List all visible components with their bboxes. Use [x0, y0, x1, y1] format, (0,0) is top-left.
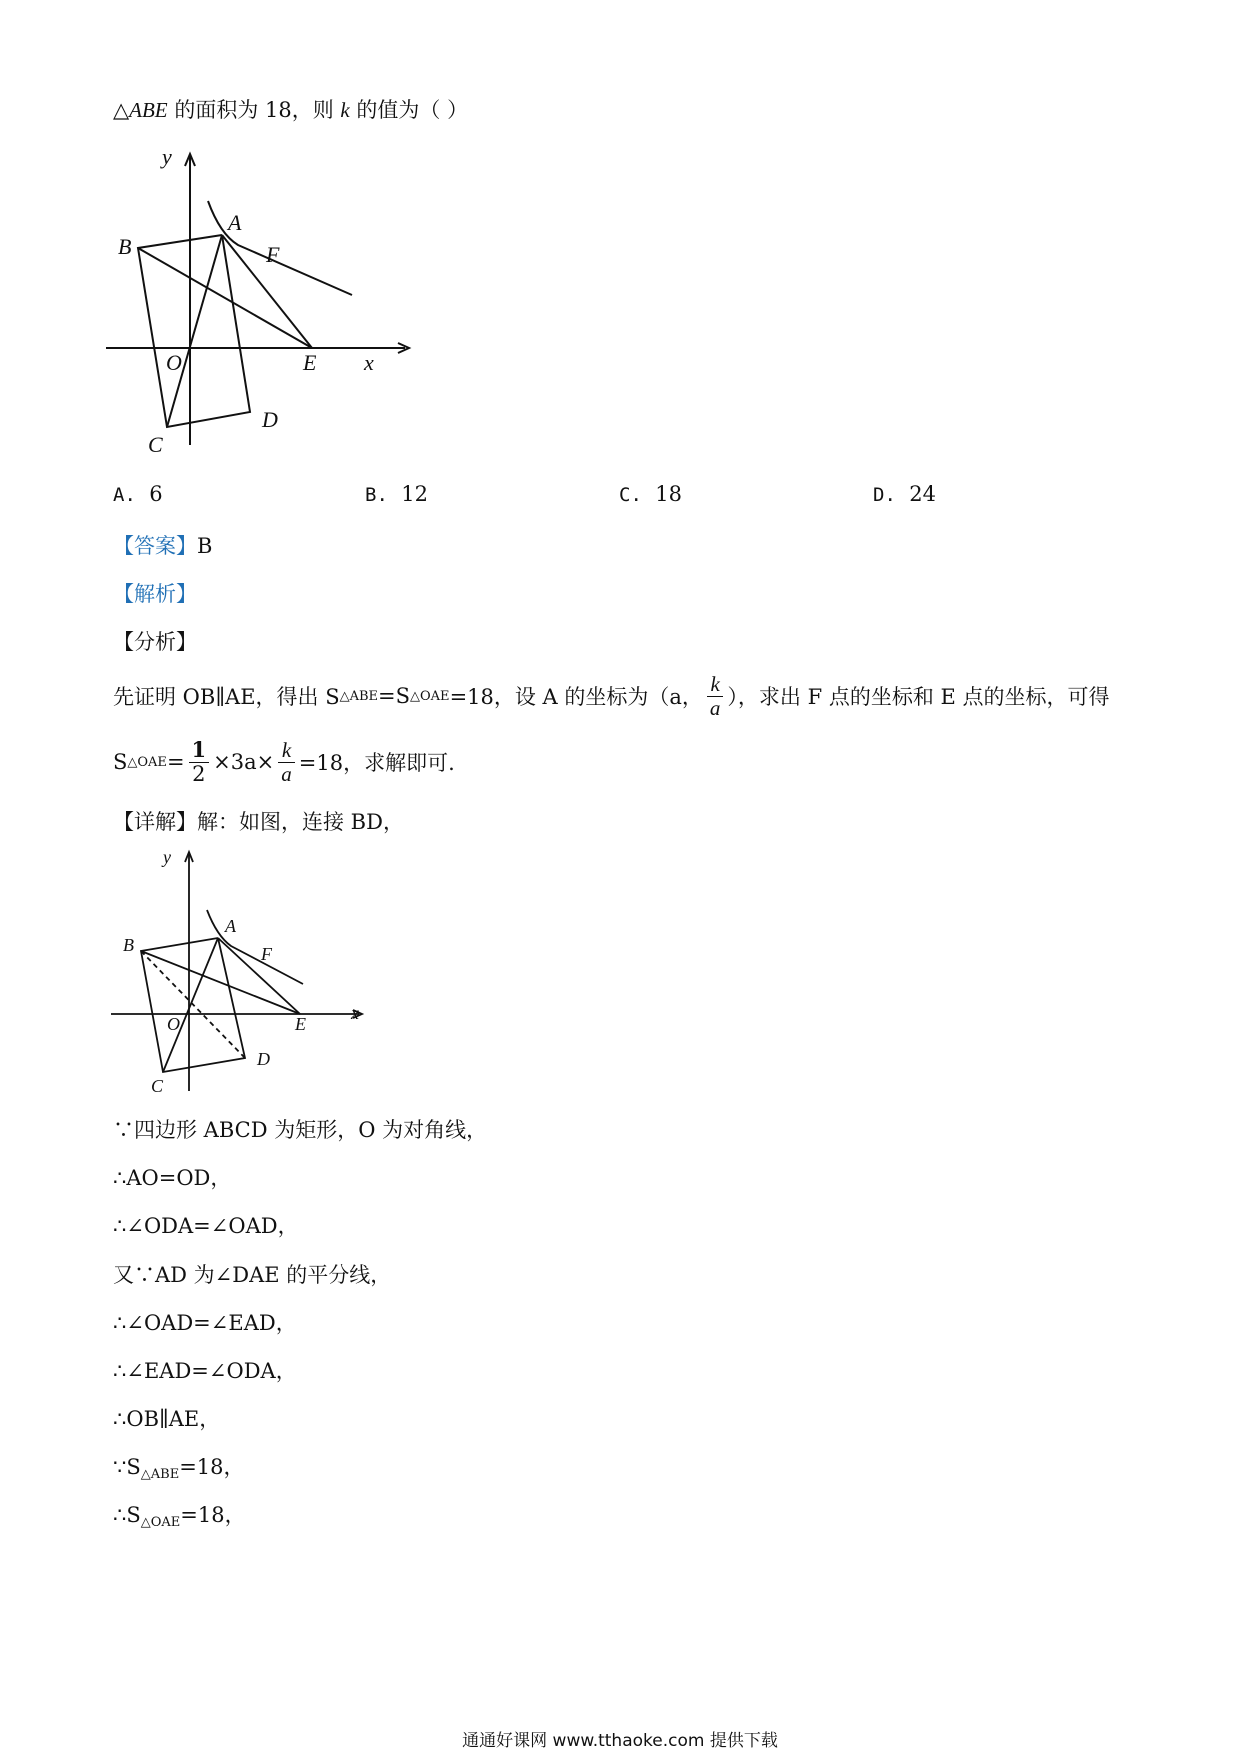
detail-tag: 【详解】	[113, 810, 197, 834]
fenxi-tag: 【分析】	[113, 630, 197, 654]
step-line: ∴AO=OD，	[113, 1166, 232, 1190]
label-x-2: x	[351, 1003, 359, 1023]
diagonal-ac	[167, 235, 222, 427]
diagonal-ac-2	[163, 938, 218, 1072]
label-c: C	[148, 432, 163, 457]
label-b: B	[118, 234, 132, 259]
step-line: ∵四边形 ABCD 为矩形，O 为对角线，	[113, 1118, 488, 1142]
triangle-name: ABE	[129, 98, 168, 122]
option-a[interactable]: A. 6	[113, 482, 163, 506]
fenxi-line-1: 先证明 OB∥AE，得出 S △ABE =S △OAE =18，设 A 的坐标为（a， $\frac{k}{a}$ ），求出 F 点的坐标和 E 点的坐标，可得	[113, 672, 1110, 720]
label-x: x	[364, 350, 374, 375]
detail-line: 【详解】解：如图，连接 BD，	[113, 810, 404, 834]
step-line: ∴∠EAD=∠ODA，	[113, 1359, 297, 1383]
option-d[interactable]: D. 24	[873, 482, 936, 506]
option-b[interactable]: B. 12	[365, 482, 428, 506]
page-footer: 通通好课网 www.tthaoke.com 提供下载	[462, 1731, 778, 1751]
answer-tag: 【答案】	[113, 534, 197, 558]
fenxi-line-2: S △OAE = $\frac{1}{2}$ ×3a× $\frac{k}{a}$ =18，求解即可.	[113, 737, 455, 786]
label-f: F	[266, 242, 280, 267]
segment-be-2	[141, 951, 300, 1014]
geometry-figure-1	[100, 150, 440, 460]
label-o: O	[166, 350, 182, 375]
segment-be	[138, 248, 312, 348]
fraction-one-half: $\frac{1}{2}$	[189, 739, 210, 784]
answer-value: B	[197, 534, 213, 558]
label-f-2: F	[261, 944, 272, 964]
fraction-k-over-a: $\frac{k}{a}$	[707, 673, 724, 718]
label-a: A	[228, 210, 242, 235]
fraction-k-over-a-2: $\frac{k}{a}$	[278, 739, 295, 784]
step-line: 又∵AD 为∠DAE 的平分线，	[113, 1263, 392, 1287]
question-line	[113, 94, 468, 124]
geometry-figure-2	[105, 846, 385, 1096]
label-y: y	[162, 150, 172, 169]
answer-line	[113, 530, 212, 560]
label-e-2: E	[295, 1014, 306, 1034]
dashed-bd	[141, 951, 245, 1058]
label-c-2: C	[151, 1076, 164, 1096]
label-e: E	[303, 350, 317, 375]
given-line: $\because S_{\triangle ABE}=18$，	[113, 1455, 245, 1482]
label-d-2: D	[257, 1049, 270, 1069]
step-line: ∴OB∥AE，	[113, 1407, 221, 1431]
triangle-symbol: △	[113, 98, 130, 122]
label-o-2: O	[167, 1014, 180, 1034]
label-a-2: A	[225, 916, 236, 936]
step-line: ∴∠OAD=∠EAD，	[113, 1311, 297, 1335]
analysis-tag: 【解析】	[113, 582, 197, 606]
label-d: D	[262, 407, 278, 432]
conclusion-line: $\therefore S_{\triangle OAE}=18$，	[113, 1503, 246, 1530]
label-b-2: B	[123, 935, 134, 955]
question-text-end: 的值为（ ）	[349, 98, 469, 122]
option-c[interactable]: C. 18	[619, 482, 682, 506]
question-text: 的面积为 18，则	[167, 98, 341, 122]
variable-k: k	[340, 98, 350, 122]
step-line: ∴∠ODA=∠OAD，	[113, 1214, 299, 1238]
label-y-2: y	[163, 847, 171, 867]
